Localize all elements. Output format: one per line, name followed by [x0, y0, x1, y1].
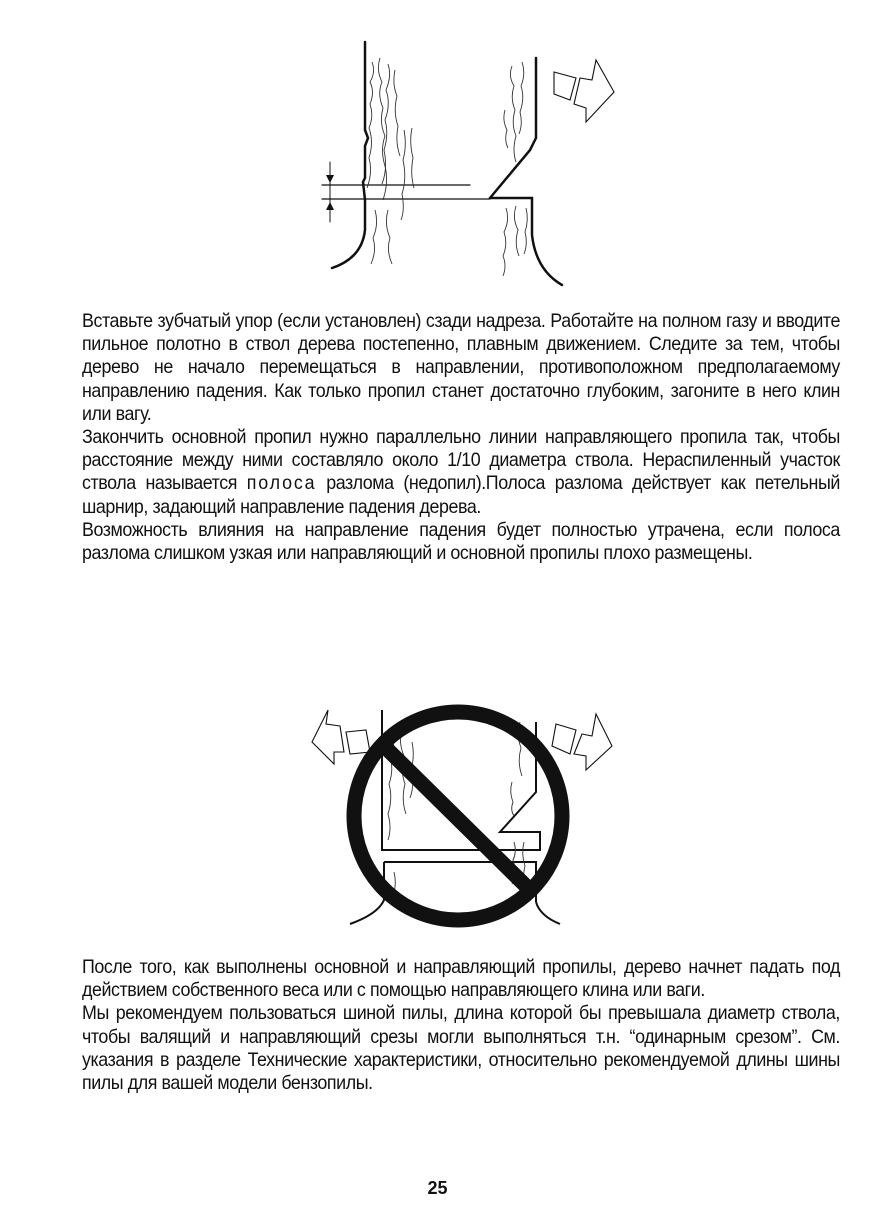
paragraph-hinge-a: Закончить основной пропил нужно параллельно линии направляющего пропила так, чтобы расстояние между ними составляло около 1/10 диаметра ствола. Нераспиленный участок ствола называется	[82, 427, 840, 495]
incorrect-cut-diagram	[300, 692, 630, 942]
felling-cut-illustration	[300, 30, 640, 290]
felling-cut-diagram	[300, 30, 640, 290]
paragraph-hinge	[82, 426, 840, 519]
page-number: 25	[427, 1178, 448, 1198]
paragraph-control-loss: Возможность влияния на направление падения будет полностью утрачена, если полоса разлома слишком узкая или направляющий и основной пропилы плохо размещены.	[82, 519, 840, 565]
arrow-left-icon	[312, 710, 370, 764]
arrow-right-icon	[552, 714, 612, 770]
paragraph-tree-falls: После того, как выполнены основной и направляющий пропилы, дерево начнет падать под действием собственного веса или с помощью направляющего клина или ваги.	[82, 957, 840, 1002]
paragraph-insert-wedge: Вставьте зубчатый упор (если установлен) сзади надреза. Работайте на полном газу и вводите пильное полотно в ствол дерева постепенно, плавным движением. Следите за тем, чтобы дерево не начало перемещаться в направлении, противоположном предполагаемому направлению падения. Как только пропил станет достаточно глубоким, загоните в него клин или вагу.	[82, 311, 840, 425]
fall-direction-arrow-icon	[554, 60, 614, 122]
instructions-text-upper	[82, 310, 840, 565]
paragraph-hinge-b: разлома (недопил).Полоса разлома действует как петельный шарнир, задающий направление падения дерева.	[82, 473, 840, 518]
term-hinge-strip: полоса	[246, 473, 317, 495]
prohibited-sign-icon	[354, 712, 562, 920]
instructions-text-lower	[82, 956, 840, 1095]
paragraph-bar-length: Мы рекомендуем пользоваться шиной пилы, длина которой бы превышала диаметр ствола, чтобы валящий и направляющий срезы могли выполняться т.н. “одинарным срезом”. См. указания в разделе Технические характеристики, относительно рекомендуемой длины шины пилы для вашей модели бензопилы.	[82, 1003, 840, 1095]
prohibited-cut-illustration	[300, 692, 630, 942]
